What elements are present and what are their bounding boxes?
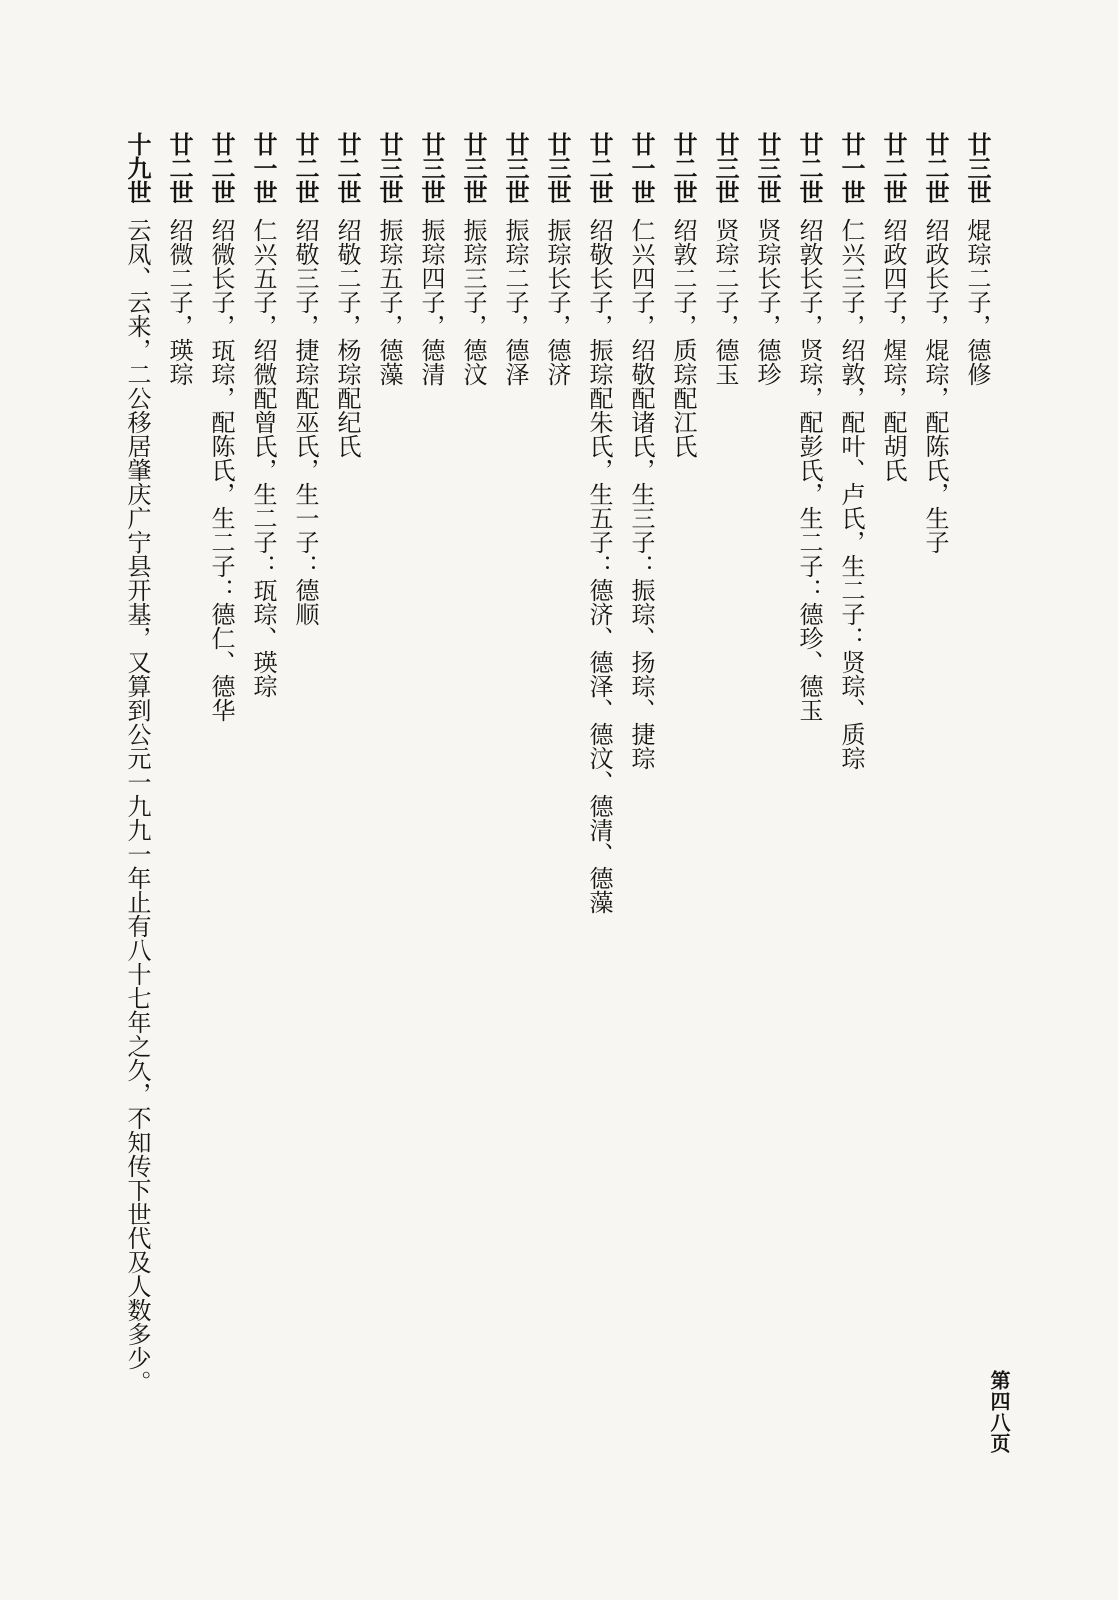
genealogy-entry: [788, 132, 830, 1532]
page-number: 第四八页: [987, 1370, 1011, 1454]
entry-text: 绍微长子，珁琮，配陈氏，生二子：德仁、德华: [207, 218, 235, 722]
generation-label: 廿二世: [333, 132, 362, 204]
genealogy-entry: [746, 132, 788, 1532]
generation-label: 廿二世: [585, 132, 614, 204]
entry-text: 贤琮二子，德玉: [711, 218, 739, 386]
entry-text: 仁兴三子，绍敦，配叶、卢氏，生二子：贤琮、质琮: [837, 218, 865, 770]
generation-label: 廿三世: [711, 132, 740, 204]
entry-text: 绍敬长子，振琮配朱氏，生五子：德济、德泽、德汶、德清、德藻: [585, 218, 613, 914]
genealogy-entry: [494, 132, 536, 1532]
generation-label: 廿三世: [501, 132, 530, 204]
entry-text: 绍政四子，煋琮，配胡氏: [879, 218, 907, 482]
generation-label: 廿二世: [291, 132, 320, 204]
generation-label: 廿二世: [795, 132, 824, 204]
entry-text: 绍政长子，焜琮，配陈氏，生子: [921, 218, 949, 554]
generation-label: 十九世: [123, 132, 152, 204]
generation-label: 廿一世: [837, 132, 866, 204]
genealogy-entry: [662, 132, 704, 1532]
genealogy-text: [116, 132, 998, 1532]
entry-text: 绍微二子，瑛琮: [165, 218, 193, 386]
entry-text: 贤琮长子，德珍: [753, 218, 781, 386]
generation-label: 廿二世: [207, 132, 236, 204]
entry-text: 仁兴五子，绍微配曾氏，生二子：珁琮、瑛琮: [249, 218, 277, 698]
entry-text: 振琮二子，德泽: [501, 218, 529, 386]
generation-label: 廿一世: [627, 132, 656, 204]
generation-label: 廿三世: [753, 132, 782, 204]
generation-label: 廿二世: [921, 132, 950, 204]
entry-text: 振琮五子，德藻: [375, 218, 403, 386]
note-text: 云凤、云来，二公移居肇庆广宁县开基，又算到公元一九九一年止有八十七年之久，不知传下世代及人数多少。: [123, 218, 151, 1394]
genealogy-entry: [578, 132, 620, 1532]
genealogy-entry: [536, 132, 578, 1532]
genealogy-entry: [620, 132, 662, 1532]
generation-label: 廿三世: [375, 132, 404, 204]
genealogy-entry: [914, 132, 956, 1532]
entry-text: 振琮长子，德济: [543, 218, 571, 386]
entry-text: 绍敦二子，质琮配江氏: [669, 218, 697, 458]
generation-label: 廿一世: [249, 132, 278, 204]
entry-text: 焜琮二子，德修: [963, 218, 991, 386]
entry-text: 振琮三子，德汶: [459, 218, 487, 386]
generation-label: 廿二世: [165, 132, 194, 204]
genealogy-note: [116, 132, 158, 1472]
genealogy-entry: [830, 132, 872, 1532]
genealogy-entry: [158, 132, 200, 1532]
generation-label: 廿三世: [459, 132, 488, 204]
genealogy-entry: [326, 132, 368, 1532]
genealogy-entry: [200, 132, 242, 1532]
entry-text: 振琮四子，德清: [417, 218, 445, 386]
genealogy-entry: [704, 132, 746, 1532]
generation-label: 廿三世: [963, 132, 992, 204]
generation-label: 廿三世: [543, 132, 572, 204]
entry-text: 绍敬二子，杨琮配纪氏: [333, 218, 361, 458]
entry-text: 仁兴四子，绍敬配诸氏，生三子：振琮、扬琮、捷琮: [627, 218, 655, 770]
genealogy-entry: [284, 132, 326, 1532]
genealogy-entry: [452, 132, 494, 1532]
generation-label: 廿二世: [669, 132, 698, 204]
generation-label: 廿三世: [417, 132, 446, 204]
generation-label: 廿二世: [879, 132, 908, 204]
genealogy-entry: [242, 132, 284, 1532]
genealogy-entry: [872, 132, 914, 1532]
entry-text: 绍敬三子，捷琮配巫氏，生一子：德顺: [291, 218, 319, 626]
genealogy-entry: [956, 132, 998, 1532]
entry-text: 绍敦长子，贤琮，配彭氏，生二子：德珍、德玉: [795, 218, 823, 722]
genealogy-entry: [368, 132, 410, 1532]
genealogy-entry: [410, 132, 452, 1532]
